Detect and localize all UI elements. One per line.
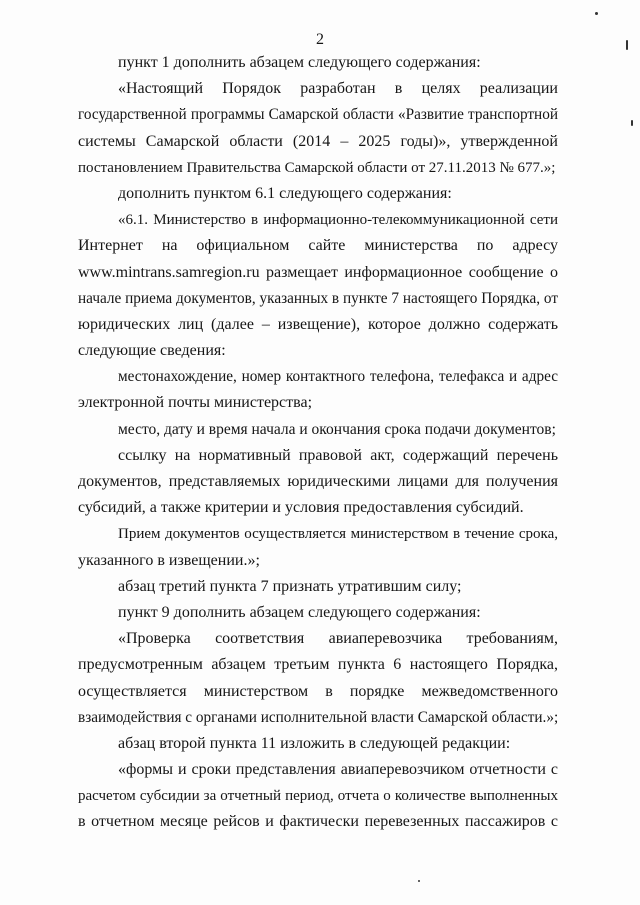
text-line: ссылку на нормативный правовой акт, содержащий перечень [118, 446, 558, 464]
text-line: «Проверка соответствия авиаперевозчика требованиям, [118, 630, 558, 648]
scan-speck [595, 12, 598, 15]
text-line: абзац третий пункта 7 признать утратившим силу; [118, 577, 462, 595]
text-line: место, дату и время начала и окончания срока подачи документов; [118, 420, 556, 438]
scan-speck [418, 880, 420, 882]
text-line: электронной почты министерства; [78, 394, 313, 412]
page-number: 2 [316, 31, 324, 48]
text-line: абзац второй пункта 11 изложить в следующей редакции: [118, 734, 511, 752]
text-line: www.mintrans.samregion.ru размещает информационное сообщение о [78, 263, 558, 281]
text-line: Прием документов осуществляется министерством в течение срока, [118, 526, 558, 543]
text-line: в отчетном месяце рейсов и фактически перевезенных пассажиров с [78, 813, 558, 831]
text-line: пункт 1 дополнить абзацем следующего содержания: [118, 54, 481, 71]
text-line: указанного в извещении.»; [78, 551, 260, 569]
text-line: пункт 9 дополнить абзацем следующего содержания: [118, 603, 481, 621]
text-line: системы Самарской области (2014 – 2025 годы)», утвержденной [78, 132, 558, 150]
text-line: следующие сведения: [78, 342, 226, 360]
text-line: взаимодействия с органами исполнительной власти Самарской области.»; [78, 708, 559, 726]
text-line: местонахождение, номер контактного телефона, телефакса и адрес [118, 368, 558, 386]
text-line: документов, представляемых юридическими лицами для получения [78, 473, 558, 490]
text-line: «Настоящий Порядок разработан в целях реализации [118, 80, 558, 98]
scan-speck [631, 120, 633, 126]
text-line: расчетом субсидии за отчетный период, отчета о количестве выполненных [78, 788, 558, 805]
text-line: субсидий, а также критерии и условия предоставления субсидий. [78, 499, 524, 517]
text-line: постановлением Правительства Самарской области от 27.11.2013 № 677.»; [78, 159, 556, 176]
text-line: «формы и сроки представления авиаперевозчиком отчетности с [118, 761, 558, 779]
text-line: государственной программы Самарской области «Развитие транспортной [78, 106, 558, 124]
text-line: «6.1. Министерство в информационно-телекоммуникационной сети [118, 212, 558, 229]
text-line: начале приема документов, указанных в пункте 7 настоящего Порядка, от [78, 289, 558, 307]
text-line: осуществляется министерством в порядке межведомственного [78, 682, 558, 700]
scan-speck [626, 40, 628, 50]
text-line: Интернет на официальном сайте министерства по адресу [78, 237, 558, 255]
text-line: предусмотренным абзацем третьим пункта 6 настоящего Порядка, [78, 656, 558, 674]
document-body [78, 50, 558, 836]
text-line: дополнить пунктом 6.1 следующего содержания: [118, 184, 452, 202]
text-line: юридических лиц (далее – извещение), которое должно содержать [78, 315, 558, 333]
